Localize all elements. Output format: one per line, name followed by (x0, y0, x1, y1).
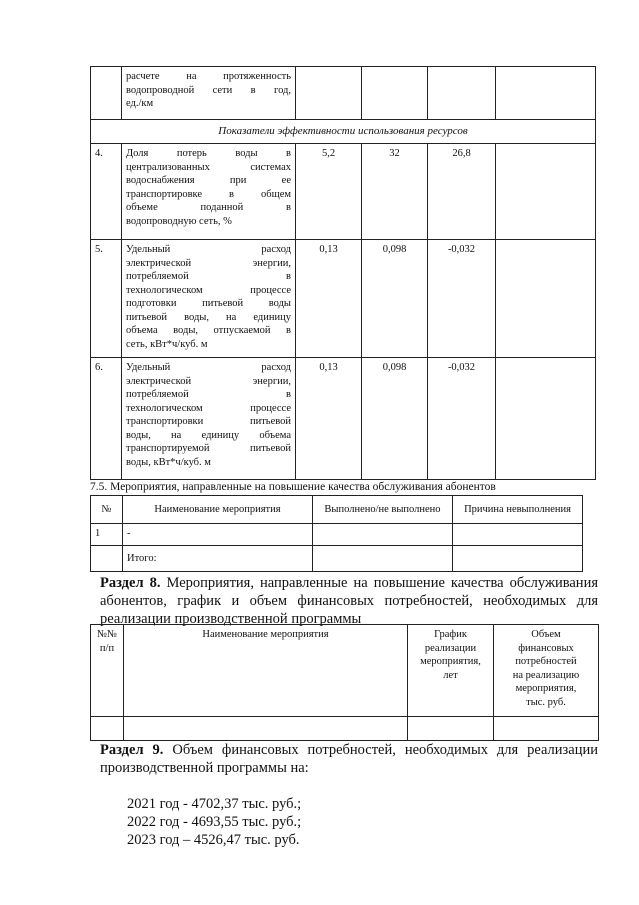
text-line: на реализацию (512, 669, 580, 681)
table-total-row (91, 546, 583, 572)
indicator-name-cell (122, 144, 296, 240)
text-line: мероприятия, (515, 683, 577, 694)
text-line: объема воды, отпускаемой в (126, 325, 291, 336)
text-line: потребляемой в (126, 389, 291, 400)
value-cell: 5,2 (296, 144, 362, 240)
total-label: Итого: (123, 546, 313, 572)
column-header (494, 625, 599, 717)
section-9-heading (100, 741, 598, 777)
indicator-name-cell (122, 67, 296, 120)
text-line: Удельный расход (126, 244, 291, 255)
text-line: подготовки питьевой воды (126, 298, 291, 309)
column-header (408, 625, 494, 717)
text-line: График (434, 629, 467, 640)
financing-item: 2022 год - 4693,55 тыс. руб.; (127, 814, 302, 830)
text-line: электрической энергии, (126, 257, 291, 269)
table-row (91, 67, 596, 120)
value-cell (496, 240, 596, 358)
text-line: воды, на единицу объема (126, 429, 291, 441)
row-number: 6. (91, 358, 122, 480)
row-number: 1 (91, 524, 123, 546)
row-number: 4. (91, 144, 122, 240)
text-line: Объем (531, 629, 561, 640)
text-line: водопроводной сети в год, (126, 84, 291, 96)
column-header: Выполнено/не выполнено (313, 496, 453, 524)
table-row (91, 524, 583, 546)
text-line: Доля потерь воды в (126, 148, 291, 159)
text-line: питьевой воды, на единицу (126, 311, 291, 323)
column-header: Причина невыполнения (453, 496, 583, 524)
text-line: потребляемой в (126, 271, 291, 282)
text-line: расчете на протяженность (126, 71, 291, 82)
measures-table (90, 495, 583, 572)
row-number: 5. (91, 240, 122, 358)
section-8-number: Раздел 8. (100, 575, 161, 591)
text-line: водоснабжения при ее (126, 175, 291, 186)
table-header-row (91, 496, 583, 524)
value-cell: 0,13 (296, 240, 362, 358)
section-8-title: Мероприятия, направленные на повышение качества обслуживания абонентов, график и объем финансовых потребностей, необходимых для реализации производственной программы (100, 575, 598, 627)
table-header-row (91, 625, 599, 717)
text-line: сеть, кВт*ч/куб. м (126, 338, 208, 350)
section-title: Показатели эффективности использования ресурсов (91, 120, 596, 144)
table-row (91, 358, 596, 480)
text-line: ед./км (126, 98, 154, 109)
value-cell: 0,098 (362, 240, 428, 358)
section-8-heading (100, 574, 598, 628)
value-cell: 0,13 (296, 358, 362, 480)
text-line: №№ (96, 629, 118, 640)
text-line: объеме поданной в (126, 202, 291, 213)
value-cell: 0,098 (362, 358, 428, 480)
section-7-5-title: 7.5. Мероприятия, направленные на повышение качества обслуживания абонентов (90, 481, 496, 493)
value-cell: 26,8 (428, 144, 496, 240)
indicator-name-cell (122, 358, 296, 480)
column-header: № (91, 496, 123, 524)
measure-name: - (123, 524, 313, 546)
column-header (91, 625, 124, 717)
financing-item: 2023 год – 4526,47 тыс. руб. (127, 832, 300, 848)
table-row (91, 144, 596, 240)
value-cell: 32 (362, 144, 428, 240)
text-line: Удельный расход (126, 362, 291, 373)
financing-table (90, 624, 599, 741)
table-row (91, 240, 596, 358)
text-line: транспортировке в общем (126, 188, 291, 200)
value-cell: -0,032 (428, 240, 496, 358)
section-row (91, 120, 596, 144)
indicators-table (90, 66, 596, 480)
column-header: Наименование мероприятия (123, 496, 313, 524)
text-line: технологическом процессе (126, 402, 291, 414)
financing-item: 2021 год - 4702,37 тыс. руб.; (127, 796, 302, 812)
table-row (91, 717, 599, 741)
text-line: водопроводную сеть, % (126, 215, 232, 227)
text-line: воды, кВт*ч/куб. м (126, 456, 211, 468)
text-line: технологическом процессе (126, 284, 291, 296)
value-cell (496, 144, 596, 240)
text-line: мероприятия, (420, 656, 481, 667)
text-line: тыс. руб. (526, 696, 566, 708)
column-header: Наименование мероприятия (124, 625, 408, 717)
text-line: потребностей (515, 656, 577, 667)
text-line: реализации (424, 642, 477, 654)
section-9-title: Объем финансовых потребностей, необходимых для реализации производственной программы на: (100, 742, 598, 776)
value-cell: -0,032 (428, 358, 496, 480)
text-line: транспортируемой питьевой (126, 443, 291, 454)
text-line: лет (443, 669, 458, 681)
text-line: электрической энергии, (126, 375, 291, 387)
section-9-number: Раздел 9. (100, 742, 164, 758)
indicator-name-cell (122, 240, 296, 358)
text-line: финансовых (518, 642, 574, 654)
text-line: п/п (99, 642, 115, 654)
text-line: централизованных системах (126, 161, 291, 173)
text-line: транспортировки питьевой (126, 416, 291, 427)
value-cell (496, 358, 596, 480)
